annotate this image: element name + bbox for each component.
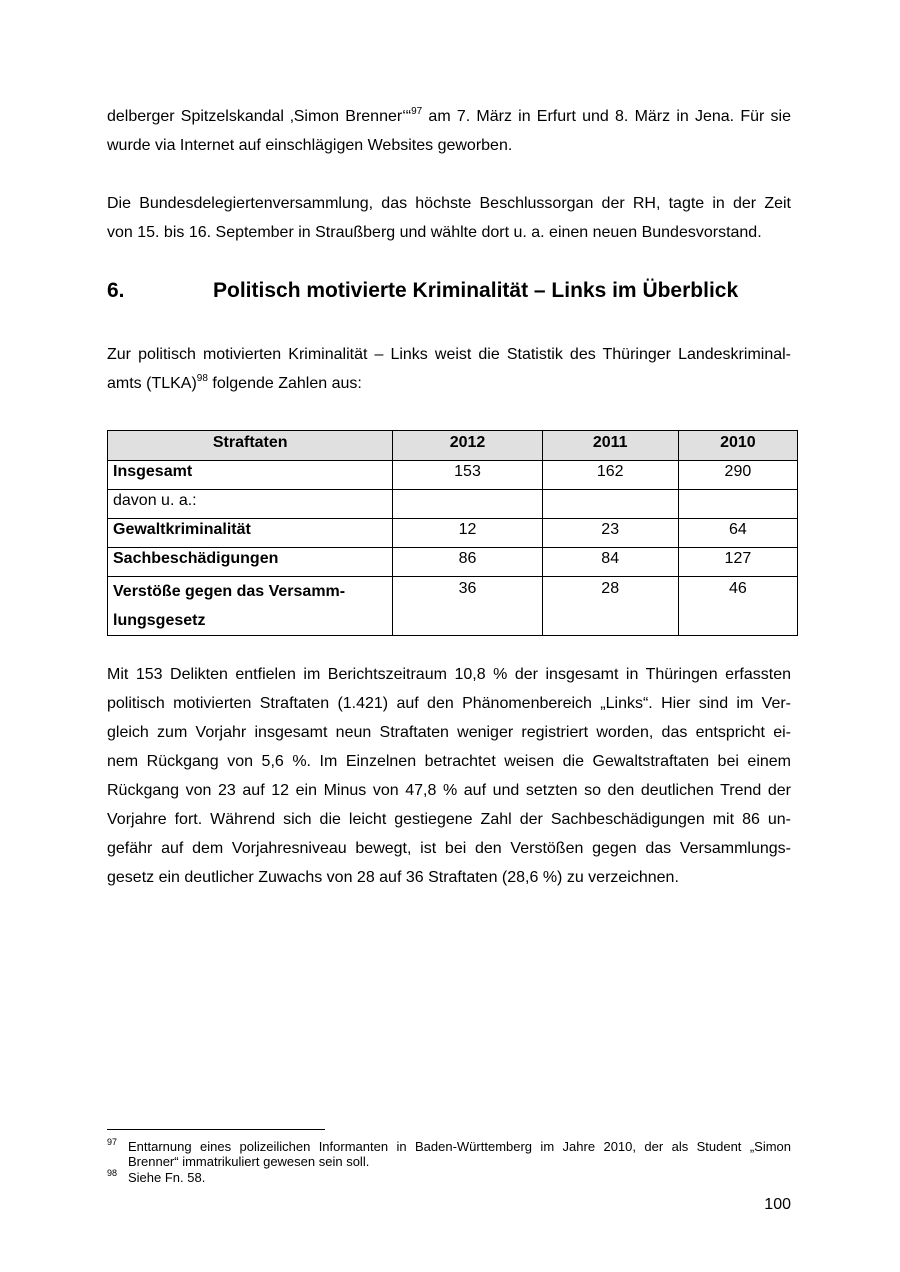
summary-paragraph xyxy=(107,660,791,892)
cell-2012 xyxy=(393,490,542,519)
text-line: Zur politisch motivierten Kriminalität – Links weist die Statistik des Thüringer Landeskriminal- xyxy=(107,346,791,363)
cell-2010 xyxy=(678,490,797,519)
text-line: politisch motivierten Straftaten (1.421) auf den Phänomenbereich „Links“. Hier sind im Ver- xyxy=(107,695,791,712)
row-label: davon u. a.: xyxy=(108,490,393,519)
cell-2011: 162 xyxy=(542,461,678,490)
footnote-mark: 97 xyxy=(107,1137,118,1147)
table-row xyxy=(108,548,798,577)
column-header: 2011 xyxy=(542,431,678,461)
text-line: gleich zum Vorjahr insgesamt neun Straftaten weniger registriert worden, das entspricht ei- xyxy=(107,724,791,741)
cell-2012: 86 xyxy=(393,548,542,577)
cell-2011: 28 xyxy=(542,577,678,636)
cell-2012: 153 xyxy=(393,461,542,490)
cell-2010: 127 xyxy=(678,548,797,577)
cell-2011 xyxy=(542,490,678,519)
table-row xyxy=(108,577,798,636)
text-line: Rückgang von 23 auf 12 ein Minus von 47,8 % auf und setzten so den deutlichen Trend der xyxy=(107,782,791,799)
cell-2011: 23 xyxy=(542,519,678,548)
table-row xyxy=(108,490,798,519)
text-line: nem Rückgang von 5,6 %. Im Einzelnen betrachtet weisen die Gewaltstraftaten bei einem xyxy=(107,753,791,770)
table-row xyxy=(108,519,798,548)
footnote-divider xyxy=(107,1129,325,1130)
text-line: Vorjahre fort. Während sich die leicht gestiegene Zahl der Sachbeschädigungen mit 86 un- xyxy=(107,811,791,828)
row-label: Gewaltkriminalität xyxy=(108,519,393,548)
tlka-paragraph xyxy=(107,340,791,398)
table-header-row xyxy=(108,431,798,461)
column-header: 2010 xyxy=(678,431,797,461)
row-label: Sachbeschädigungen xyxy=(108,548,393,577)
section-number: 6. xyxy=(107,279,125,302)
column-header: 2012 xyxy=(393,431,542,461)
cell-2010: 64 xyxy=(678,519,797,548)
row-label: Verstöße gegen das Versamm- lungsgesetz xyxy=(108,577,393,636)
cell-2011: 84 xyxy=(542,548,678,577)
row-label: Insgesamt xyxy=(108,461,393,490)
footnote-mark: 98 xyxy=(107,1168,118,1178)
federal-assembly-paragraph xyxy=(107,189,791,247)
text-line: gefähr auf dem Vorjahresniveau bewegt, ist bei den Verstößen gegen das Versammlungs- xyxy=(107,840,791,857)
cell-2010: 290 xyxy=(678,461,797,490)
table-row xyxy=(108,461,798,490)
column-header: Straftaten xyxy=(108,431,393,461)
text-line: von 15. bis 16. September in Straußberg und wählte dort u. a. einen neuen Bundesvorstand. xyxy=(107,224,762,241)
text-line: gesetz ein deutlicher Zuwachs von 28 auf 36 Straftaten (28,6 %) zu verzeichnen. xyxy=(107,869,679,886)
text-line: delberger Spitzelskandal ‚Simon Brenner‘“$^{97}$ am 7. März in Erfurt und 8. März in Jena. Für sie xyxy=(107,106,791,125)
footnote-ref-97[interactable]: 97 xyxy=(411,106,423,117)
cell-2012: 36 xyxy=(393,577,542,636)
text-line: Die Bundesdelegiertenversammlung, das höchste Beschlussorgan der RH, tagte in der Zeit xyxy=(107,195,791,212)
text-line: wurde via Internet auf einschlägigen Websites geworben. xyxy=(107,137,513,154)
statistics-table xyxy=(107,430,798,636)
footnote-text: Siehe Fn. 58. xyxy=(128,1170,206,1185)
cell-2010: 46 xyxy=(678,577,797,636)
text-line: Mit 153 Delikten entfielen im Berichtszeitraum 10,8 % der insgesamt in Thüringen erfassten xyxy=(107,666,791,683)
text-line: amts (TLKA)$^{98}$ folgende Zahlen aus: xyxy=(107,373,362,392)
footnote-text: Enttarnung eines polizeilichen Informanten in Baden-Württemberg im Jahre 2010, der als Student „Simon Brenner“ immatrikuliert gewesen sein soll. xyxy=(128,1139,791,1169)
page-number: 100 xyxy=(764,1196,791,1213)
intro-paragraph xyxy=(107,102,791,160)
footnote-ref-98[interactable]: 98 xyxy=(196,373,208,384)
section-title: Politisch motivierte Kriminalität – Links im Überblick xyxy=(213,279,739,302)
cell-2012: 12 xyxy=(393,519,542,548)
